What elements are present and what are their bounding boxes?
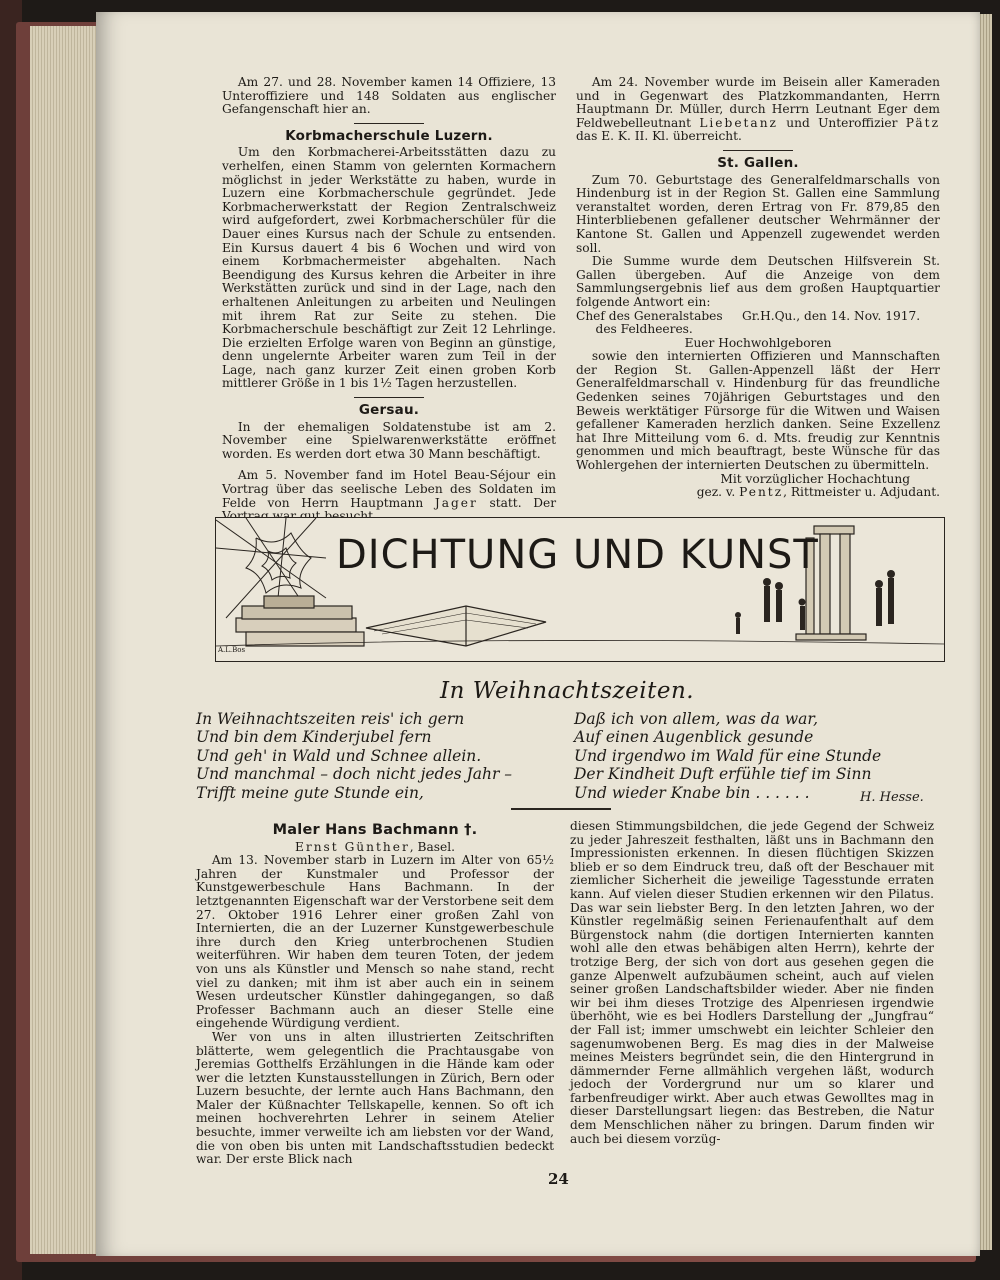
banner-title: DICHTUNG UND KUNST xyxy=(336,532,819,578)
divider xyxy=(354,123,424,124)
letter-closing: Mit vorzüglicher Hochachtung xyxy=(720,471,910,486)
poem-title: In Weihnachtszeiten. xyxy=(440,678,695,704)
heading-st-gallen: St. Gallen. xyxy=(717,154,799,171)
divider xyxy=(511,808,611,810)
letter-signature: gez. v. Pentz, Rittmeister u. Adjudant. xyxy=(696,485,940,500)
poem-line: Und manchmal – doch nicht jedes Jahr – xyxy=(196,765,513,784)
poem-author: H. Hesse. xyxy=(860,790,924,805)
column-bottom-right xyxy=(570,820,934,1146)
poem-line: Auf einen Augenblick gesunde xyxy=(574,728,814,747)
paragraph-hindenburg-sammlung: Zum 70. Geburtstage des Generalfeldmarschalls von Hindenburg ist in der Region St. Gallen eine Sammlung veranstaltet worden, deren Ertrag von Fr. 879,85 den Hinterbliebenen gefallener deutscher Wehrmänner der Kantone St. Gallen und Appenzell zugewendet werden soll. xyxy=(576,172,940,255)
soldiers-icon xyxy=(735,570,895,634)
paragraph-gefangenschaft: Am 27. und 28. November kamen 14 Offiziere, 13 Unteroffiziere und 148 Soldaten aus englischer Gefangenschaft hier an. xyxy=(222,75,556,117)
divider xyxy=(354,397,424,398)
byline: Ernst Günther, Basel. xyxy=(294,839,456,854)
column-bottom-left xyxy=(196,824,554,1167)
poem-line: Und wieder Knabe bin . . . . . . xyxy=(574,783,810,802)
page-number: 24 xyxy=(548,1170,569,1188)
paragraph-nachruf-3: diesen Stimmungsbildchen, die jede Gegend der Schweiz zu jeder Jahreszeit festhalten, läßt uns in Bachmann den Impressionisten erkennen. In diesen flüchtigen Skizzen blieb er so dem Eindruck treu, daß oft der Beschauer mit ziemlicher Sicherheit die jeweilige Tagesstunde erraten kann. Auf vielen dieser Studien erkennen wir den Pilatus. Das war sein liebster Berg. In den letzten Jahren, wo der Künstler regelmäßig seinen Ferienaufenthalt auf dem Bürgenstock nahm (die dortigen Internierten kannten wohl alle den etwas behäbigen alten Herrn), kehrte der trotzige Berg, der sich von dort aus gesehen gegen die ganze Alpenwelt aufzubäumen scheint, auch auf vielen seiner großen Landschaftsbilder wieder. Aber nie finden wir bei ihm dieses Trotzige des Alpenriesen irgendwie überhöht, wie es bei Hodlers Darstellung der „Jungfrau“ der Fall ist; immer umschwebt ein leichter Schleier den sagenumwobenen Berg. Es mag dies in der Malweise meines Meisters begründet sein, die den Hintergrund in dämmernder Ferne allmählich vergehen läßt, wodurch jedoch der Vordergrund nur um so klarer und farbenfreudiger wirkt. Aber auch etwas Gewolltes mag in dieser Darstellungsart liegen: das Bestreben, die Natur dem Menschlichen näher zu bringen. Darum finden wir auch bei diesem vorzüg- xyxy=(570,819,934,1146)
divider xyxy=(723,150,793,151)
paragraph-ek-verleihung: Am 24. November wurde im Beisein aller Kameraden und in Gegenwart des Platzkommandanten, Herrn Hauptmann Dr. Müller, durch Herrn Leutnant Eger dem Feldwebelleutnant Liebetanz und Unteroffizier Pätz das E. K. II. Kl. überreicht. xyxy=(576,75,941,144)
column-top-left xyxy=(222,76,556,524)
paragraph-korbmacherschule: Um den Korbmacherei-Arbeitsstätten dazu zu verhelfen, einen Stamm von gelernten Kormachern möglichst in jeder Werkstätte zu haben, wurde in Luzern eine Korbmacherschule gegründet. Jede Korbmacherwerkstatt der Region Zentralschweiz wird aufgefordert, zwei Korbmacherschüler für die Dauer eines Kursus nach der Schule zu entsenden. Ein Kursus dauert 4 bis 6 Wochen und wird von einem Korbmachermeister abgehalten. Nach Beendigung des Kursus kehren die Arbeiter in ihre Werkstätten zurück und sind in der Lage, nach den erhaltenen Anleitungen zu arbeiten und Neulingen mit ihrem Rat zur Seite zu stehen. Die Korbmacherschule beschäftigt zur Zeit 12 Lehrlinge. Die erzielten Erfolge waren von Beginn an günstige, denn ungelernte Arbeiter waren zum Teil in der Lage, nach ganz kurzer Zeit einen groben Korb mittlerer Größe in 1 bis 1½ Tagen herzustellen. xyxy=(222,145,556,391)
poem-stanza-left xyxy=(196,710,512,802)
paragraph-gersau: In der ehemaligen Soldatenstube ist am 2. November eine Spielwarenwerkstätte eröffnet worden. Es werden dort etwa 30 Mann beschäftigt. xyxy=(222,419,556,461)
page-stack-left xyxy=(30,26,100,1254)
poem-stanza-right xyxy=(574,710,881,802)
paragraph-vortrag: Am 5. November fand im Hotel Beau-Séjour ein Vortrag über das seelische Leben des Soldaten im Felde von Herrn Hauptmann Jager statt. Der xyxy=(222,468,557,510)
poem-line: Und geh' in Wald und Schnee allein. xyxy=(196,746,482,765)
letter-body: sowie den internierten Offizieren und Mannschaften der Region St. Gallen-Appenzell läßt der Herr Generalfeldmarschall v. Hindenburg für das freundliche Gedenken seines 70jährigen Geburtstages und den Beweis werktätiger Fürsorge für die Witwen und Waisen gefallener Kameraden herzlich danken. Seine Exzellenz hat Ihre Mitteilung vom 6. d. Mts. freudig zur Kenntnis genommen und mich beauftragt, beste Wünsche für das Wohlergehen der internierten Deutschen zu übermitteln. xyxy=(576,349,940,473)
paragraph-nachruf-1: Am 13. November starb in Luzern im Alter von 65½ Jahren der Kunstmaler und Professor der Kunstgewerbeschule Hans Bachmann. In der letztgenannten Eigenschaft war der Verstorbene seit dem 27. Oktober 1916 Lehrer einer großen Zahl von Internierten, die an der Luzerner Kunstgewerbeschule ihre durch den Krieg unterbrochenen Studien weiterführen. Wir haben dem teuren Toten, der jedem von uns als Künstler und Mensch so nahe stand, recht viel zu danken; mit ihm ist aber auch ein in seinem Wesen urdeutscher Künstler dahingegangen, so daß Professer Bachmann auch an dieser Stelle eine eingehende Würdigung verdient. xyxy=(196,853,554,1031)
letter-header-2: des Feldheeres. xyxy=(595,322,693,337)
artist-signature: A.L.Bos xyxy=(218,646,246,654)
letter-salutation: Euer Hochwohlgeboren xyxy=(684,335,832,350)
dichtung-und-kunst-banner xyxy=(215,517,945,662)
page-stack-right xyxy=(978,14,992,1250)
heading-gersau: Gersau. xyxy=(358,402,420,419)
poem-line: Der Kindheit Duft erfühle tief im Sinn xyxy=(574,765,872,784)
poem-line: In Weihnachtszeiten reis' ich gern xyxy=(196,710,465,728)
letter-header: Chef des Generalstabes Gr.H.Qu., den 14. Nov. 1917. xyxy=(576,308,921,323)
poem-line: Und irgendwo im Wald für eine Stunde xyxy=(574,746,882,765)
poem-line: Trifft meine gute Stunde ein, xyxy=(196,783,424,802)
column-top-right xyxy=(576,76,940,500)
paragraph-hilfsverein: Die Summe wurde dem Deutschen Hilfsverein St. Gallen übergeben. Auf die Anzeige von dem Sammlungsergebnis lief aus dem großen Hauptquartier folgende Antwort ein: xyxy=(576,254,940,309)
books-icon xyxy=(236,596,546,646)
poem-line: Und bin dem Kinderjubel fern xyxy=(196,728,432,747)
heading-korbmacherschule: Korbmacherschule Luzern. xyxy=(285,127,493,144)
poem-line: Daß ich von allem, was da war, xyxy=(574,710,818,728)
heading-hans-bachmann: Maler Hans Bachmann †. xyxy=(272,822,478,838)
paragraph-nachruf-2: Wer von uns in alten illustrierten Zeitschriften blätterte, wem gelegentlich die Prachtausgabe von Jeremias Gotthelfs Erzählungen in die Hände kam oder wer die letzten Kunstausstellungen in Zürich, Bern oder Luzern besuchte, der lernte auch Hans Bachmann, den Maler der Küßnachter Tellskapelle, kennen. So oft ich meinen hochverehrten Lehrer in seinem Atelier besuchte, immer verweilte ich am liebsten vor der Wand, die von oben bis unten mit Landschaftsstudien bedeckt war. Der erste Blick nach xyxy=(196,1029,554,1167)
